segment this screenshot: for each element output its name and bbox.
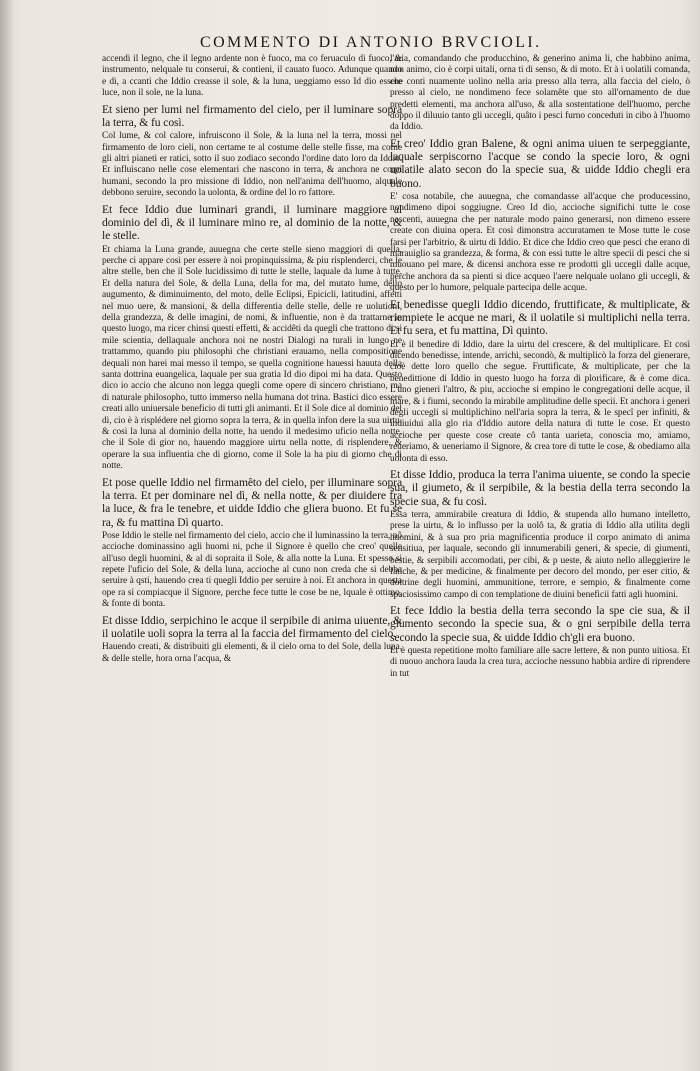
left-column: [102, 54, 402, 666]
commentary-paragraph: E' cosa notabile, che auuegna, che comandasse all'acque che producessino, nondimeno dipoi soggiugne. Creo Id dio, accioche significhi tutte le cose nascenti, auuegna che per naturale modo paino generarsi, non dimeno essere create con diuina opera. Et così dimonstra accuratamen te Mose tutte le cose farsi per l'arbitrio, & uirtu di Iddio. Et dice che Iddio creo que pesci che erano di marauiglio sa grandezza, & forma, & con essi tutte le altre specii di pesci che si muouano pel mare, & dicensi anchora esse re prodotti gli uccegli dalle acque, perche anchora da sa pienti si dice acqueo l'aere nelquale uolano gli uccegli, & questo per lo humore, pelquale partecipa delle acque.: [390, 192, 690, 294]
commentary-paragraph: l'aria, comandando che producchino, & generino anima li, che habbino anima, non animo, cio è corpi uitali, orna ti di senso, & di moto. Et à i uolatili comanda, che conti nuamente uolino nella aria presso alla terra, alla faccia del cielo, ò presso al cielo, ne nondimeno fece solamête que sto all'ornamento de due predetti elementi, ma anchora all'uso, & alla sostentatione dell'huomo, perche doppo il diluuio tanto gli uccegli, quâto i pesci furno conceduti in cibo à l'huomo da Iddio.: [390, 54, 690, 133]
scripture-verse: Et sieno per lumi nel firmamento del cielo, per il luminare sopra la terra, & fu così.: [102, 102, 402, 129]
binding-shadow: [0, 0, 14, 1071]
scripture-verse: Et fece Iddio la bestia della terra secondo la spe cie sua, & il giumento secondo la specie sua, & o gni serpibile della terra secondo la specie sua, & uidde Iddio ch'gli era buono.: [390, 604, 690, 644]
scripture-verse: Et fece Iddio due luminari grandi, il luminare maggiore al dominio del dì, & il luminare mino re, al dominio de la notte, & le stelle.: [102, 202, 402, 243]
scripture-verse: Et pose quelle Iddio nel firmamêto del cielo, per illuminare sopra la terra. Et per dominare nel dì, & nella notte, & per diuidere fra la luce, & fra le tenebre, et uidde Iddio che gliera buono. Et fu se ra, & fu mattina Dì quarto.: [102, 475, 402, 529]
commentary-paragraph: Essa terra, ammirabile creatura di Iddio, & stupenda allo humano intelletto, prese la uirtu, & lo influsso per la uolô ta, & gratia di Iddio alla utilita degli huomini, & à sua pro pria magnificentia produce il corpo animato di anima sensitiua, per laquale, secondo gli innumerabili generi, & specie, di giumenti, bestie, & serpibili accomodati, per cibi, & p ueste, & aiuto nello alleggierire le fatiche, & per medicine, & finalmente per decoro del mondo, per eser citio, & dottrine degli huomini, ammunitione, terrore, e sempio, & finalmente come spaciosissimo campo di con templatione de diuini beneficii fatti agli huomini.: [390, 509, 690, 600]
commentary-paragraph: Col lume, & col calore, infruiscono il Sole, & la luna nel la terra, mossi nel firmamento de loro cieli, non certame te al costume delle stelle fisse, ma come gli altri pianeti er ratici, sotto il suo zodiaco secondo l'ordine dato loro da Iddio. Et influiscano nelle cose elementari che nascono in terra, & anchora ne corpi humani, secondo la pro missione di Iddio, non nell'anima dell'huomo, alquale debbono seruire, secondo la uolonta, & ordine del lo ro fattore.: [102, 131, 402, 199]
commentary-paragraph: accendi il legno, che il legno ardente non è fuoco, ma co feruaculo di fuoco, & instrumento, nelquale tu conserui, & contieni, il cauato fuoco. Adunque quando e dì, a ccanti che Iddio creasse il sole, & la luna, ueggiamo esso Id dio essere luce, non il sole, ne la luna.: [102, 54, 402, 99]
scripture-verse: Et disse Iddio, serpichino le acque il serpibile di anima uiuente, & il uolatile uoli sopra la terra al la faccia del firmamento del cielo.: [102, 613, 402, 640]
right-column: [390, 54, 690, 681]
commentary-paragraph: Et è il benedire di Iddio, dare la uirtu del crescere, & del multiplicare. Et così dicendo benedisse, intende, arrichì, secondò, & multiplicò la forza del gienerare, cioè dette loro quello che segue. Fruttificate, & multiplicate, per che la benedittione di Iddio in questo luogo ha forza di plorificare, & è come dica. L'uno gieneri l'altro, & piu, accioche si empino le congregationi delle acque, il mare, & i fiumi, secondo la mirabile amplitudine delle specii. Et anchora i generi degli uccegli si multiplichino nell'aria sopra la terra, & le specî per infiniti, & indiuidui alla glo ria d'Iddio autore della natura di tutte le cose. Et questo accioche per queste cose create cô tanta uarieta, conoscia mo, amiamo, reueriamo, & ueneriamo il Signore, & crea tore di tutte le cose, & obediamo alla uolonta di esso.: [390, 339, 690, 464]
scripture-verse: Et creo' Iddio gran Balene, & ogni anima uiuen te serpeggiante, laquale serpiscorno l'acque se condo la specie loro, & ogni uolatile alato secon do la specie sua, & uidde Iddio chegli era buono.: [390, 136, 690, 190]
commentary-paragraph: Et è questa repetitione molto familiare alle sacre lettere, & non punto uitiosa. Et di nuouo anchora lauda la crea tura, accioche nessuno habbia ardire di riprendere in tut: [390, 646, 690, 679]
commentary-paragraph: Hauendo creati, & distribuiti gli elementi, & il cielo orna to del Sole, della luna, & delle stelle, hora orna l'acqua, &: [102, 642, 402, 664]
commentary-paragraph: Et chiama la Luna grande, auuegna che certe stelle sieno maggiori di quella, perche ci appare così per essere à noi propinquissima, & piu risplenderci, che le altre stelle, ben che il Sole lucidissimo di tutte le stelle, laquale da lume à tutte. Et della natura del Sole, & della Luna, della for ma, del mutato lume, dello augumento, & diminuimento, del moto, delle Eclipsi, Epicicli, latitudini, affetti nel muo uere, & mansioni, & della differentia delle stelle, delle re uolutioni, della grandezza, & delle imagini, de nomi, & influentie, non è da trattarne in questo luogo, ma ricer chinsi questi effetti, & accidêti da quegli che trattono di si mile scientia, dellaquale anchora noi ne nostri Dialogi na turali in lungo ne trattammo, quando piu philosophi che christiani erauamo, nella compositione dequali non harei mai messo il tempo, se quella cognitione hauessi hauuta della santa dottrina euangelica, laquale per sua gratia Id dio dipoi mi ha data. Questo dico io accio che alcuno non legga quegli come opere di sincero christiano, ma di naturale philosopho, tutto immerso nella humana dot trina. Bastici dico essere creati allo uniuersale beneficio di tutti gli animanti. Et il Sole dice al dominio del dì, cio è à risplédere nel giorno sopra la terra, & in quella infon dere la sua uirtu, & così la luna al dominio della notte, ha uendo il medesimo uficio nella notte, che il Sole di gior no, hauendo maggiore uirtu nella notte, di risplendere, & operare la sua influentia che di giorno, come il Sole la ha piu di giorno che di notte.: [102, 244, 402, 472]
running-head: COMMENTO DI ANTONIO BRVCIOLI.: [200, 34, 542, 51]
scripture-verse: Et disse Iddio, produca la terra l'anima uiuente, se condo la specie sua, il giumeto, & il serpibile, & la bestia della terra secondo la specie sua, & fu così.: [390, 468, 690, 508]
commentary-paragraph: Pose Iddio le stelle nel firmamento del cielo, accio che il luminassino la terra, nô accioche dominassino agli huomi ni, pche il Signore è quello che creo' quelle all'uso degli huomini, & al di sopraita il Sole, & alla notte la Luna. Et spesso si repete l'uficio del Sole, & della luna, accioche al cuno non creda che si debba seruire à qsti, hauendo crea ti quegli Iddio per seruire à noi. Et anchora in questa ope ra si compiacque il Signore, perche fece tutte le cose be ne, lquale è ottimo, & fonte di bonta.: [102, 530, 402, 610]
scripture-verse: Et benedisse quegli Iddio dicendo, fruttificate, & multiplicate, & riempiete le acque ne mari, & il uolatile si multiplichi nella terra. Et fu sera, et fu mattina, Dì quinto.: [390, 297, 690, 338]
